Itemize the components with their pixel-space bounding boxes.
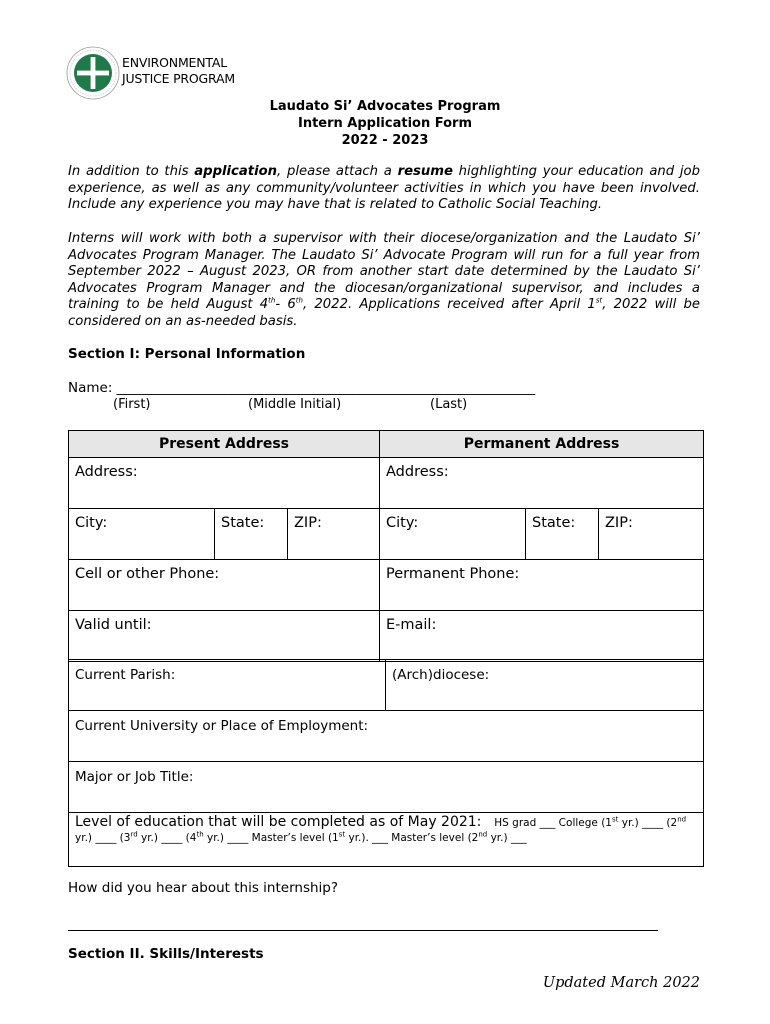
form-subtitle: Intern Application Form: [297, 116, 472, 131]
updated-date: Updated March 2022: [542, 975, 700, 991]
hear-about-question: How did you hear about this internship?: [68, 880, 339, 896]
major-job-title-field[interactable]: Major or Job Title:: [69, 762, 704, 813]
current-parish-field[interactable]: Current Parish:: [69, 660, 386, 711]
education-table: [68, 659, 704, 867]
present-address-header: Present Address: [69, 431, 380, 458]
section-1-heading: Section I: Personal Information: [68, 346, 306, 362]
name-first-label: (First): [113, 397, 151, 412]
emphasis-resume: resume: [397, 164, 453, 179]
permanent-city-field[interactable]: City:: [380, 509, 526, 560]
present-city-field[interactable]: City:: [69, 509, 215, 560]
cell-phone-field[interactable]: Cell or other Phone:: [69, 560, 380, 611]
intro-paragraph-1: In addition to this application, please attach a resume highlighting your education and job experience, as well as any community/volunteer activities in which you have been involved. Include any experience you may have that is related to Catholic Social Teaching.: [68, 164, 700, 212]
present-zip-field[interactable]: ZIP:: [288, 509, 380, 560]
name-middle-label: (Middle Initial): [248, 397, 342, 412]
permanent-state-field[interactable]: State:: [526, 509, 599, 560]
present-state-field[interactable]: State:: [215, 509, 288, 560]
address-table: [68, 430, 704, 662]
university-employment-field[interactable]: Current University or Place of Employment:: [69, 711, 704, 762]
intro-paragraph-2: Interns will work with both a supervisor with their diocese/organization and the Laudato Si’ Advocates Program Manager. The Laudato Si’ Advocate Program will run for a full year from September 2022 – August 2023, OR from another start date determined by the Laudato Si’ Advocates Program Manager and the diocesan/organizational supervisor, and includes a training to be held August 4th- 6th, 2022. Applications received after April 1st, 2022 will be considered on an as-needed basis.: [68, 231, 701, 329]
permanent-zip-field[interactable]: ZIP:: [599, 509, 704, 560]
name-field[interactable]: Name: ______________________________________________________________: [68, 380, 536, 396]
present-address-field[interactable]: Address:: [69, 458, 380, 509]
emphasis-application: application: [194, 164, 278, 179]
logo-wordmark: [122, 55, 235, 87]
form-title: Laudato Si’ Advocates Program: [269, 99, 501, 114]
form-year: 2022 - 2023: [341, 133, 429, 148]
section-2-heading: Section II. Skills/Interests: [68, 946, 264, 962]
permanent-phone-field[interactable]: Permanent Phone:: [380, 560, 704, 611]
education-level-options: HS grad ___ College (1st yr.) ____ (2nd yr.) ____ (3rd yr.) ____ (4th yr.) ____ Master’s level (1st yr.). ___ Master’s level (2nd yr.) ___: [75, 815, 687, 844]
logo-line-2: JUSTICE PROGRAM: [122, 71, 235, 86]
valid-until-field[interactable]: Valid until:: [69, 611, 380, 662]
email-field[interactable]: E-mail:: [380, 611, 704, 662]
permanent-address-field[interactable]: Address:: [380, 458, 704, 509]
usccb-seal-icon: [66, 46, 120, 100]
name-last-label: (Last): [430, 397, 468, 412]
logo-line-1: ENVIRONMENTAL: [122, 55, 227, 70]
education-level-field[interactable]: [69, 813, 704, 867]
permanent-address-header: Permanent Address: [380, 431, 704, 458]
education-level-label: Level of education that will be completed as of May 2021:: [75, 814, 482, 830]
hear-about-answer-line[interactable]: [68, 930, 658, 931]
archdiocese-field[interactable]: (Arch)diocese:: [386, 660, 704, 711]
environmental-justice-logo: [66, 46, 256, 100]
